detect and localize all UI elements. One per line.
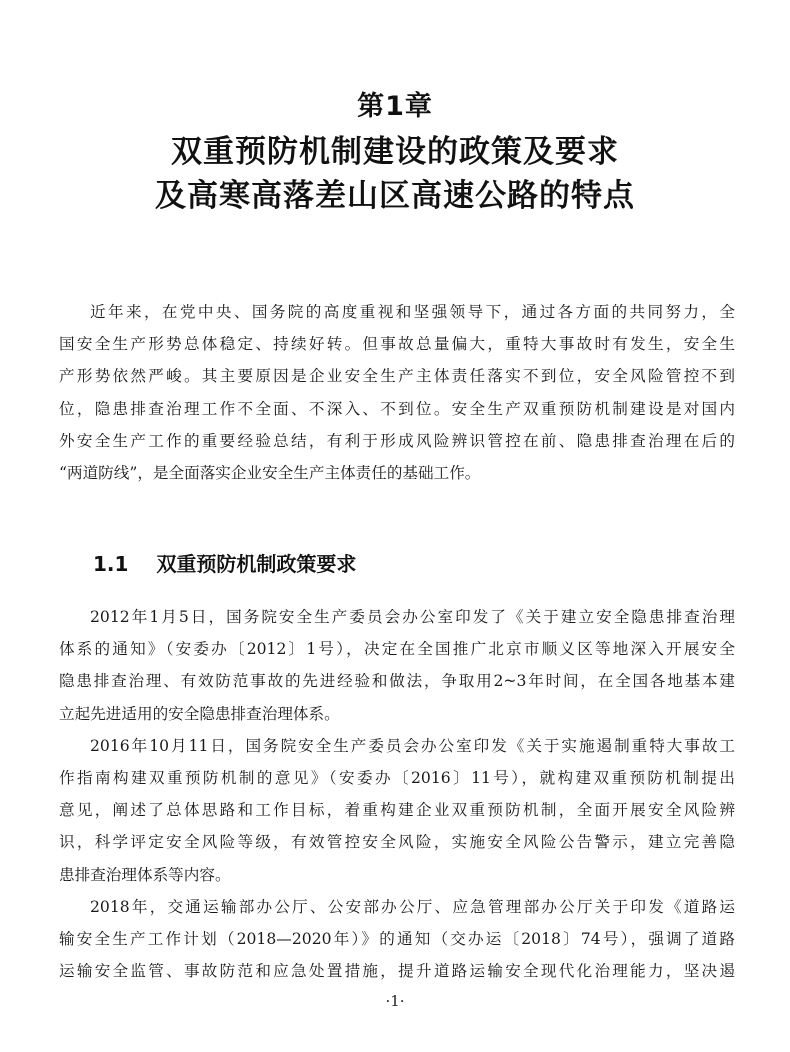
text-line: 作指南构建双重预防机制的意见》（安委办〔2016〕11号），就构建双重预防机制提出 <box>59 768 735 787</box>
text-line: 识，科学评定安全风险等级，有效管控安全风险，实施安全风险公告警示，建立完善隐 <box>59 833 735 852</box>
page-number: ·1· <box>385 992 405 1010</box>
section-title: 双重预防机制政策要求 <box>156 552 357 576</box>
section-heading <box>93 548 356 577</box>
text-line: 意见，阐述了总体思路和工作目标，着重构建企业双重预防机制，全面开展安全风险辨 <box>59 801 735 820</box>
text-line: 立起先进适用的安全隐患排查治理体系。 <box>59 704 340 723</box>
chapter-title-line: 及高寒高落差山区高速公路的特点 <box>155 178 635 214</box>
paragraph <box>59 891 735 988</box>
text-line: 国安全生产形势总体稳定、持续好转。但事故总量偏大，重特大事故时有发生，安全生 <box>59 335 735 354</box>
text-line: 产形势依然严峻。其主要原因是企业安全生产主体责任落实不到位，安全风险管控不到 <box>59 367 735 386</box>
chapter-number: 第1章 <box>357 91 433 122</box>
text-line: 患排查治理体系等内容。 <box>59 865 231 884</box>
chapter-title <box>0 130 790 218</box>
chapter-title-line: 双重预防机制建设的政策及要求 <box>171 134 619 170</box>
text-line: 近年来，在党中央、国务院的高度重视和坚强领导下，通过各方面的共同努力，全 <box>90 303 735 321</box>
text-line: 2016年10月11日，国务院安全生产委员会办公室印发《关于实施遏制重特大事故工 <box>90 736 735 755</box>
text-line: 隐患排查治理、有效防范事故的先进经验和做法，争取用2~3年时间，在全国各地基本建 <box>59 672 735 691</box>
text-line: “两道防线”，是全面落实企业安全生产主体责任的基础工作。 <box>59 463 481 482</box>
paragraph <box>59 730 735 891</box>
section-body <box>59 601 735 987</box>
text-line: 外安全生产工作的重要经验总结，有利于形成风险辨识管控在前、隐患排查治理在后的 <box>59 431 735 450</box>
text-line: 输安全生产工作计划（2018—2020年）》的通知（交办运〔2018〕74号），强调了道路 <box>59 929 735 948</box>
text-line: 2012年1月5日，国务院安全生产委员会办公室印发了《关于建立安全隐患排查治理 <box>90 608 735 626</box>
intro-paragraph <box>59 296 735 489</box>
text-line: 2018年，交通运输部办公厅、公安部办公厅、应急管理部办公厅关于印发《道路运 <box>90 897 735 916</box>
section-number: 1.1 <box>93 552 129 576</box>
text-line: 体系的通知》（安委办〔2012〕1号），决定在全国推广北京市顺义区等地深入开展安全 <box>59 640 735 659</box>
text-line: 位，隐患排查治理工作不全面、不深入、不到位。安全生产双重预防机制建设是对国内 <box>59 399 735 418</box>
paragraph <box>59 601 735 730</box>
text-line: 运输安全监管、事故防范和应急处置措施，提升道路运输安全现代化治理能力，坚决遏 <box>59 962 735 981</box>
